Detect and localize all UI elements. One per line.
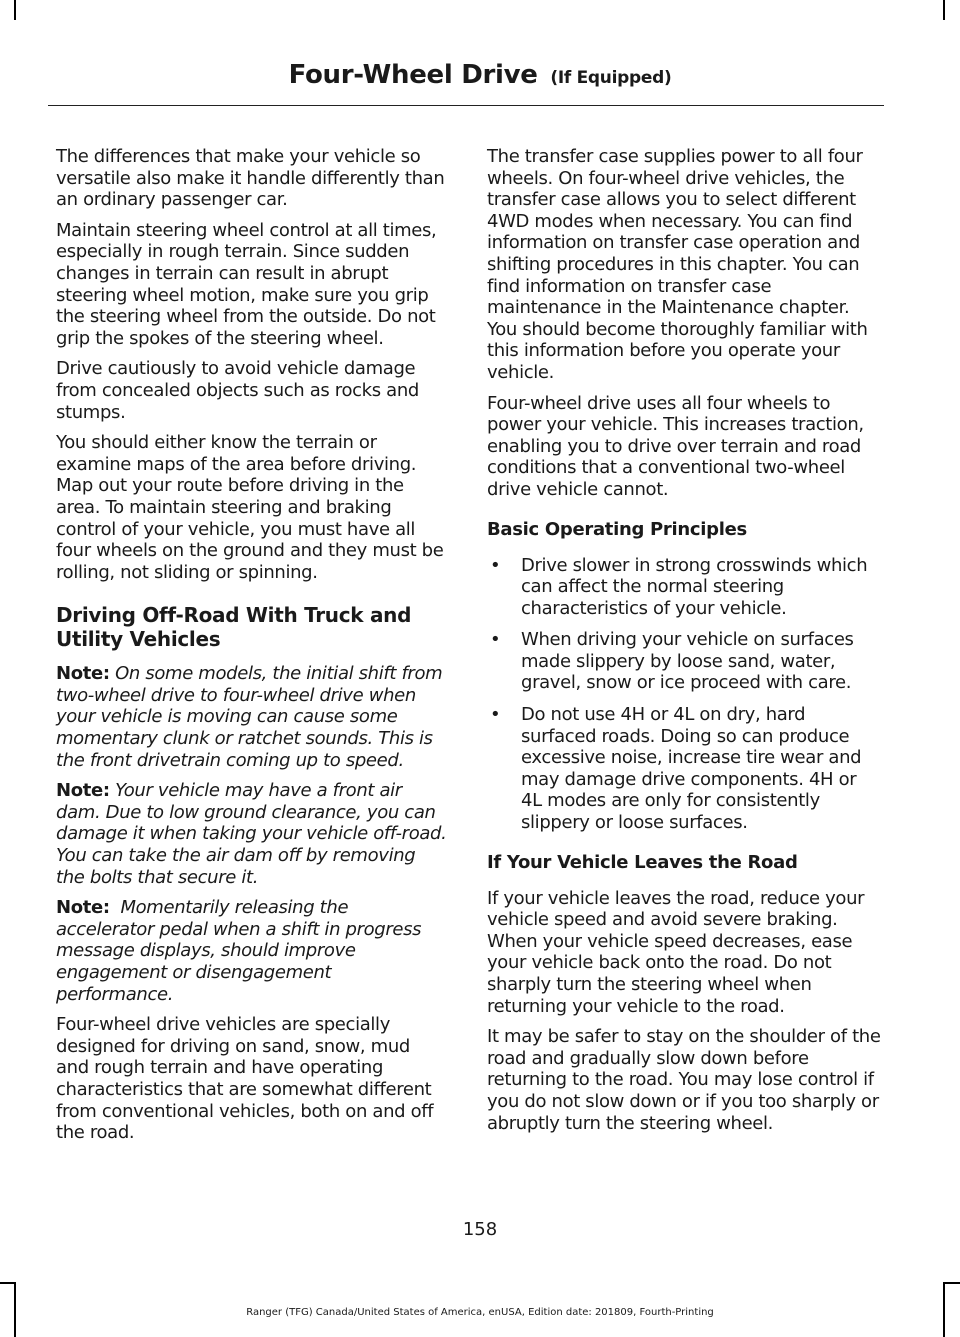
paragraph: The transfer case supplies power to all four wheels. On four-wheel drive vehicles, the transfer case allows you to select different 4WD modes when necessary. You can find information on transfer case operation and shifting procedures in this chapter. You can find information on transfer case maintenance in the Maintenance chapter. You should become thoroughly familiar with this information before you operate your vehicle. bbox=[487, 146, 868, 383]
page-number: 158 bbox=[462, 1219, 498, 1240]
bullet-icon: • bbox=[490, 704, 501, 726]
list-item bbox=[487, 629, 881, 694]
note bbox=[56, 780, 448, 888]
paragraph: You should either know the terrain or examine maps of the area before driving. Map out your route before driving in the area. To maintain steering and braking control of your vehicle, you must have all four wheels on the ground and they must be rolling, not sliding or spinning. bbox=[56, 432, 444, 583]
note-label: Note: bbox=[56, 780, 110, 802]
crop-mark-top-right-vertical bbox=[943, 0, 945, 20]
note-text: Your vehicle may have a front air dam. Due to low ground clearance, you can damage it when taking your vehicle off-road. You can take the air dam off by removing the bolts that secure it. bbox=[56, 780, 447, 888]
paragraph: It may be safer to stay on the shoulder of the road and gradually slow down before returning to the road. You may lose control if you do not slow down or if you too sharply or abruptly turn the steering wheel. bbox=[487, 1026, 881, 1134]
crop-mark-top-left-vertical bbox=[14, 0, 16, 20]
footer-edition-info: Ranger (TFG) Canada/United States of America, enUSA, Edition date: 201809, Fourth-Printing bbox=[246, 1307, 714, 1318]
page-header bbox=[0, 60, 960, 90]
note bbox=[56, 897, 448, 1005]
note-label: Note: bbox=[56, 897, 110, 919]
paragraph: Four-wheel drive uses all four wheels to power your vehicle. This increases traction, enabling you to drive over terrain and road conditions that a conventional two-wheel drive vehicle cannot. bbox=[487, 392, 864, 500]
bullet-icon: • bbox=[490, 629, 501, 651]
right-column bbox=[487, 146, 881, 1143]
header-subtitle: (If Equipped) bbox=[550, 68, 672, 88]
paragraph: If your vehicle leaves the road, reduce your vehicle speed and avoid severe braking. When your vehicle speed decreases, ease your vehicle back onto the road. Do not sharply turn the steering wheel when returning your vehicle to the road. bbox=[487, 887, 865, 1017]
paragraph: Drive cautiously to avoid vehicle damage from concealed objects such as rocks and stumps. bbox=[56, 358, 419, 423]
section-heading-off-road: Driving Off-Road With Truck and Utility Vehicles bbox=[56, 603, 412, 652]
subheading-basic-operating-principles: Basic Operating Principles bbox=[487, 518, 747, 540]
header-title: Four-Wheel Drive bbox=[288, 60, 538, 90]
principles-list bbox=[487, 555, 881, 834]
crop-mark-bottom-right-horizontal bbox=[943, 1282, 960, 1284]
left-column bbox=[56, 146, 448, 1153]
note-text: On some models, the initial shift from two-wheel drive to four-wheel drive when your vehicle is moving can cause some momentary clunk or ratchet sounds. This is the front drivetrain coming up to speed. bbox=[56, 663, 443, 771]
note bbox=[56, 663, 448, 771]
crop-mark-bottom-left-horizontal bbox=[0, 1282, 16, 1284]
paragraph: The differences that make your vehicle so versatile also make it handle differently than an ordinary passenger car. bbox=[56, 146, 445, 211]
note-label: Note: bbox=[56, 663, 110, 685]
paragraph: Four-wheel drive vehicles are specially designed for driving on sand, snow, mud and rough terrain and have operating characteristics that are somewhat different from conventional vehicles, both on and off the road. bbox=[56, 1014, 434, 1144]
note-text: Momentarily releasing the accelerator pedal when a shift in progress message displays, should improve engagement or disengagement performance. bbox=[56, 897, 427, 1005]
subheading-vehicle-leaves-road: If Your Vehicle Leaves the Road bbox=[487, 851, 798, 873]
bullet-icon: • bbox=[490, 554, 501, 576]
header-rule bbox=[48, 105, 884, 106]
paragraph: Maintain steering wheel control at all times, especially in rough terrain. Since sudden changes in terrain can result in abrupt steering wheel motion, make sure you grip the steering wheel from the outside. Do not grip the spokes of the steering wheel. bbox=[56, 219, 437, 349]
list-item bbox=[487, 555, 881, 620]
list-item bbox=[487, 704, 881, 834]
list-item-text: Drive slower in strong crosswinds which can affect the normal steering characteristics of your vehicle. bbox=[521, 554, 868, 619]
list-item-text: Do not use 4H or 4L on dry, hard surfaced roads. Doing so can produce excessive noise, increase tire wear and may damage drive components. 4H or 4L modes are only for consistently slippery or loose surfaces. bbox=[521, 704, 862, 834]
list-item-text: When driving your vehicle on surfaces made slippery by loose sand, water, gravel, snow or ice proceed with care. bbox=[521, 629, 854, 694]
